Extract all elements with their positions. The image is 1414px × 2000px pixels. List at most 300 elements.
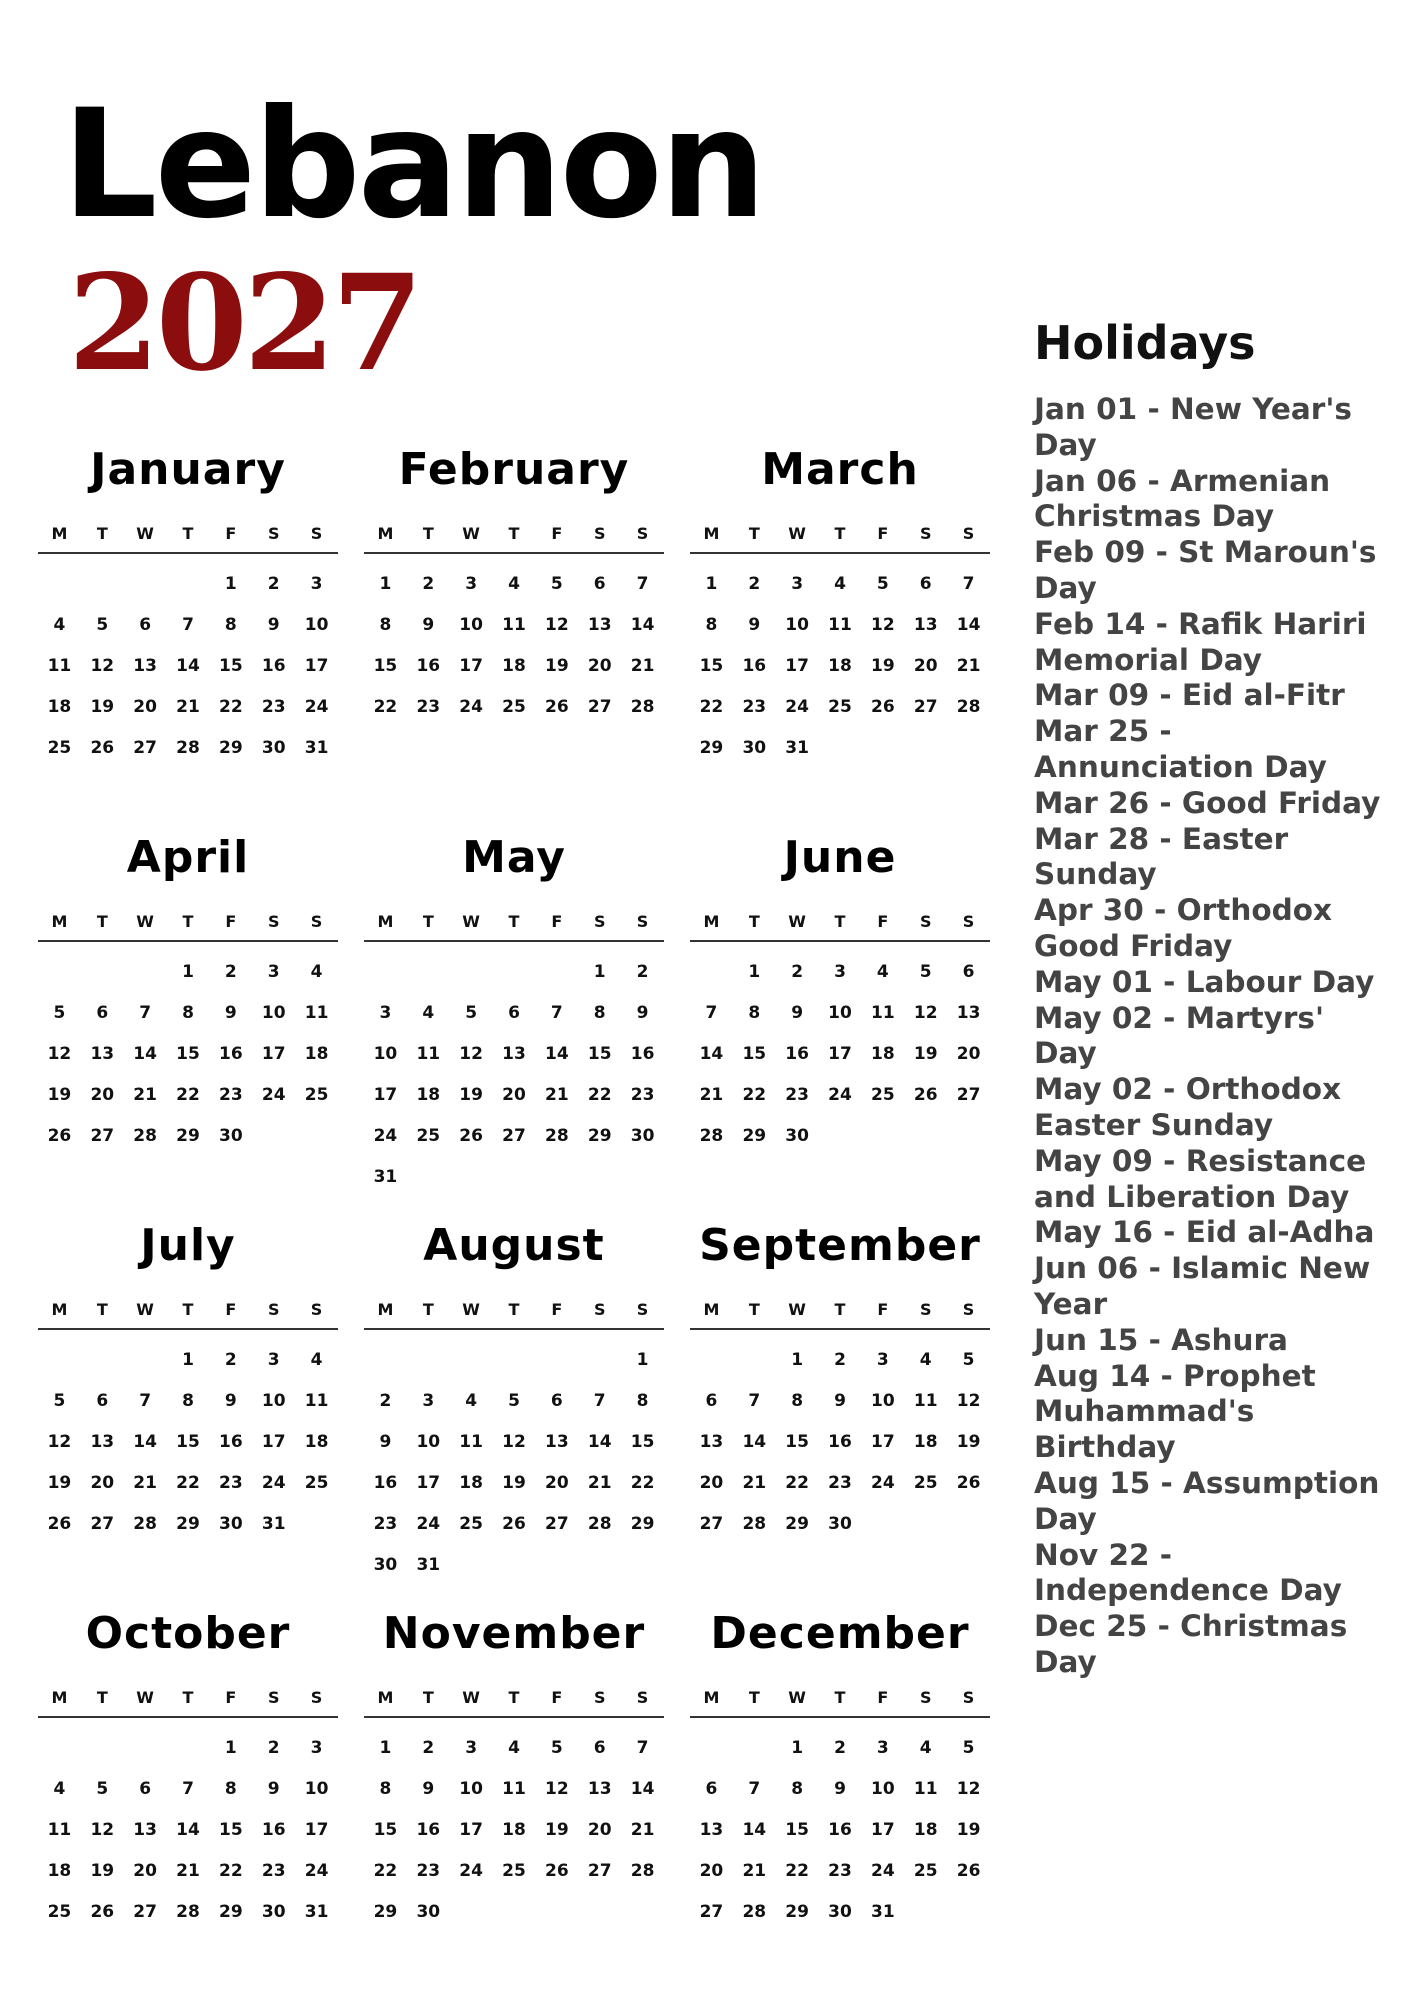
day-cell: 16 — [630, 1044, 655, 1064]
day-cell: 6 — [705, 1779, 718, 1799]
day-cell: 21 — [133, 1473, 157, 1493]
day-cell: 15 — [373, 656, 398, 676]
day-cell: 25 — [913, 1473, 938, 1493]
day-cell: 29 — [176, 1514, 200, 1534]
day-cell: 25 — [47, 738, 72, 758]
empty-cell — [38, 952, 81, 993]
day-cell: 17 — [304, 656, 329, 676]
holiday-item: May 09 - Resistance and Liberation Day — [1034, 1143, 1367, 1214]
empty-cell — [38, 564, 81, 605]
holiday-item: Mar 28 - Easter Sunday — [1034, 821, 1289, 892]
day-cell: 22 — [785, 1473, 809, 1493]
day-cell: 7 — [748, 1779, 761, 1799]
day-cell: 6 — [96, 1003, 109, 1023]
weekday-header — [364, 1680, 664, 1718]
day-cell: 7 — [139, 1391, 152, 1411]
month-name: September — [699, 1220, 981, 1271]
day-cell: 5 — [465, 1003, 478, 1023]
day-cell: 5 — [919, 962, 932, 982]
day-cell: 8 — [705, 615, 718, 635]
day-cell: 18 — [47, 697, 72, 717]
weekday-label: T — [96, 1688, 108, 1707]
weekday-label: S — [919, 1300, 932, 1319]
empty-cell — [364, 952, 407, 993]
empty-cell — [690, 952, 733, 993]
weekday-header — [38, 1680, 338, 1718]
weekday-label: T — [422, 1300, 434, 1319]
day-cell: 23 — [828, 1473, 852, 1493]
weekday-label: S — [919, 912, 932, 931]
holiday-item: May 16 - Eid al-Adha — [1034, 1215, 1375, 1250]
day-cell: 19 — [913, 1044, 938, 1064]
holiday-item: Dec 25 - Christmas Day — [1034, 1609, 1348, 1679]
day-cell: 27 — [133, 1902, 157, 1922]
day-cell: 25 — [47, 1902, 72, 1922]
day-cell: 20 — [699, 1861, 724, 1881]
day-cell: 20 — [90, 1473, 115, 1493]
empty-cell — [407, 952, 450, 993]
weekday-label: W — [136, 1688, 154, 1707]
holiday-item: May 02 - Orthodox Easter Sunday — [1034, 1072, 1342, 1142]
day-cell: 25 — [828, 697, 852, 717]
day-cell: 23 — [373, 1514, 398, 1534]
month-september — [690, 1216, 990, 1604]
empty-cell — [81, 1728, 124, 1769]
day-cell: 29 — [785, 1902, 809, 1922]
day-cell: 12 — [956, 1391, 981, 1411]
day-cell: 14 — [545, 1044, 569, 1064]
day-cell: 7 — [748, 1391, 761, 1411]
day-cell: 3 — [791, 574, 804, 594]
day-cell: 23 — [630, 1085, 655, 1105]
month-march — [690, 440, 990, 828]
month-name: March — [761, 444, 919, 495]
day-cell: 30 — [828, 1514, 852, 1534]
day-cell: 18 — [913, 1432, 938, 1452]
day-cell: 13 — [545, 1432, 569, 1452]
day-cell: 28 — [176, 1902, 200, 1922]
weekday-label: M — [703, 1688, 720, 1707]
month-name: November — [382, 1608, 646, 1659]
day-cell: 15 — [630, 1432, 655, 1452]
month-may — [364, 828, 664, 1216]
empty-cell — [167, 564, 210, 605]
day-cell: 14 — [176, 656, 200, 676]
day-cell: 17 — [459, 656, 483, 676]
day-cell: 18 — [828, 656, 852, 676]
day-cell: 6 — [139, 615, 152, 635]
day-cell: 31 — [785, 738, 809, 758]
weekday-label: S — [267, 1300, 280, 1319]
weekday-label: T — [182, 1688, 194, 1707]
day-cell: 10 — [828, 1003, 852, 1023]
day-cell: 27 — [699, 1514, 724, 1534]
day-cell: 20 — [133, 1861, 157, 1881]
weekday-label: F — [877, 1300, 889, 1319]
day-cell: 27 — [956, 1085, 981, 1105]
empty-cell — [38, 1728, 81, 1769]
day-cell: 22 — [373, 1861, 398, 1881]
day-grid — [38, 942, 338, 1157]
weekday-header — [364, 516, 664, 554]
weekday-label: F — [225, 524, 237, 543]
day-cell: 10 — [785, 615, 809, 635]
day-cell: 9 — [791, 1003, 804, 1023]
month-november — [364, 1604, 664, 1992]
day-cell: 4 — [876, 962, 889, 982]
empty-cell — [81, 1340, 124, 1381]
day-cell: 30 — [742, 738, 767, 758]
day-cell: 29 — [699, 738, 724, 758]
day-cell: 4 — [310, 1350, 323, 1370]
day-cell: 20 — [699, 1473, 724, 1493]
day-cell: 18 — [871, 1044, 895, 1064]
day-cell: 8 — [791, 1779, 804, 1799]
month-name: October — [85, 1608, 291, 1659]
day-cell: 13 — [502, 1044, 526, 1064]
day-cell: 31 — [304, 1902, 329, 1922]
day-cell: 7 — [705, 1003, 718, 1023]
day-cell: 11 — [47, 656, 72, 676]
empty-cell — [407, 1340, 450, 1381]
weekday-label: S — [962, 1300, 975, 1319]
day-cell: 1 — [379, 1738, 392, 1758]
weekday-label: T — [834, 524, 846, 543]
weekday-label: S — [593, 1300, 606, 1319]
day-cell: 17 — [416, 1473, 441, 1493]
day-cell: 21 — [176, 1861, 200, 1881]
month-august — [364, 1216, 664, 1604]
day-cell: 19 — [459, 1085, 483, 1105]
day-cell: 13 — [956, 1003, 981, 1023]
weekday-label: T — [96, 912, 108, 931]
day-cell: 10 — [373, 1044, 398, 1064]
day-cell: 1 — [791, 1350, 804, 1370]
day-cell: 20 — [956, 1044, 981, 1064]
weekday-header — [690, 1680, 990, 1718]
weekday-label: S — [919, 1688, 932, 1707]
day-cell: 14 — [587, 1432, 612, 1452]
day-cell: 4 — [919, 1738, 932, 1758]
day-cell: 23 — [742, 697, 767, 717]
day-cell: 14 — [176, 1820, 200, 1840]
day-cell: 10 — [871, 1391, 895, 1411]
holiday-item: Mar 26 - Good Friday — [1034, 785, 1381, 820]
weekday-header — [38, 516, 338, 554]
day-cell: 27 — [90, 1126, 115, 1146]
day-cell: 22 — [176, 1473, 200, 1493]
empty-cell — [690, 1340, 733, 1381]
day-cell: 24 — [459, 697, 483, 717]
day-cell: 31 — [304, 738, 329, 758]
day-cell: 27 — [913, 697, 938, 717]
weekday-label: S — [962, 912, 975, 931]
weekday-header — [38, 1292, 338, 1330]
day-cell: 6 — [96, 1391, 109, 1411]
day-cell: 6 — [593, 574, 606, 594]
month-name: August — [423, 1220, 605, 1271]
day-cell: 3 — [876, 1738, 889, 1758]
weekday-label: M — [703, 912, 720, 931]
day-cell: 20 — [587, 656, 612, 676]
day-cell: 1 — [705, 574, 718, 594]
day-cell: 5 — [96, 615, 109, 635]
day-cell: 22 — [219, 1861, 243, 1881]
day-cell: 29 — [219, 738, 243, 758]
day-cell: 16 — [373, 1473, 398, 1493]
day-cell: 28 — [545, 1126, 569, 1146]
day-cell: 12 — [47, 1432, 72, 1452]
day-cell: 13 — [133, 1820, 157, 1840]
weekday-label: S — [310, 1300, 323, 1319]
day-cell: 12 — [871, 615, 895, 635]
day-cell: 31 — [871, 1902, 895, 1922]
day-cell: 17 — [459, 1820, 483, 1840]
day-cell: 19 — [47, 1473, 72, 1493]
day-grid — [364, 554, 664, 728]
day-cell: 2 — [224, 962, 237, 982]
empty-cell — [733, 1340, 776, 1381]
weekday-label: M — [51, 1688, 68, 1707]
day-cell: 3 — [379, 1003, 392, 1023]
weekday-header — [38, 904, 338, 942]
day-cell: 10 — [304, 1779, 329, 1799]
weekday-label: S — [310, 912, 323, 931]
day-cell: 3 — [310, 1738, 323, 1758]
day-cell: 19 — [871, 656, 895, 676]
month-name: December — [710, 1608, 970, 1659]
holiday-item: May 01 - Labour Day — [1034, 964, 1375, 999]
weekday-label: S — [593, 1688, 606, 1707]
day-cell: 9 — [748, 615, 761, 635]
month-name: February — [398, 444, 630, 495]
day-cell: 18 — [47, 1861, 72, 1881]
day-cell: 22 — [219, 697, 243, 717]
day-cell: 29 — [742, 1126, 767, 1146]
day-cell: 16 — [416, 1820, 441, 1840]
weekday-label: T — [96, 1300, 108, 1319]
empty-cell — [535, 1340, 578, 1381]
day-cell: 9 — [379, 1432, 392, 1452]
day-cell: 28 — [956, 697, 981, 717]
holiday-item: Jun 06 - Islamic New Year — [1034, 1251, 1371, 1321]
day-cell: 26 — [956, 1861, 981, 1881]
day-cell: 9 — [636, 1003, 649, 1023]
day-cell: 13 — [587, 1779, 612, 1799]
day-cell: 5 — [550, 1738, 563, 1758]
day-cell: 15 — [699, 656, 724, 676]
day-cell: 16 — [785, 1044, 809, 1064]
day-cell: 27 — [587, 697, 612, 717]
weekday-label: W — [462, 1688, 480, 1707]
day-cell: 19 — [90, 1861, 115, 1881]
day-cell: 3 — [267, 962, 280, 982]
day-cell: 10 — [304, 615, 329, 635]
day-cell: 15 — [785, 1820, 809, 1840]
empty-cell — [690, 1728, 733, 1769]
holiday-item: Jan 06 - Armenian Christmas Day — [1034, 463, 1331, 534]
day-cell: 21 — [630, 656, 655, 676]
day-cell: 16 — [742, 656, 767, 676]
weekday-label: T — [748, 1300, 760, 1319]
weekday-label: T — [508, 524, 520, 543]
day-cell: 1 — [224, 1738, 237, 1758]
day-cell: 11 — [47, 1820, 72, 1840]
empty-cell — [450, 1340, 493, 1381]
day-cell: 4 — [834, 574, 846, 594]
weekday-label: S — [593, 524, 606, 543]
day-cell: 24 — [871, 1473, 895, 1493]
day-cell: 21 — [630, 1820, 655, 1840]
day-cell: 9 — [267, 615, 280, 635]
month-name: July — [140, 1220, 236, 1271]
day-cell: 18 — [459, 1473, 483, 1493]
day-cell: 14 — [630, 1779, 655, 1799]
day-cell: 22 — [176, 1085, 200, 1105]
month-june — [690, 828, 990, 1216]
day-cell: 2 — [422, 574, 435, 594]
day-cell: 26 — [459, 1126, 483, 1146]
day-cell: 23 — [785, 1085, 809, 1105]
day-cell: 12 — [545, 615, 569, 635]
day-cell: 15 — [219, 1820, 243, 1840]
day-cell: 16 — [828, 1432, 852, 1452]
year-heading: 2027 — [68, 246, 420, 401]
day-cell: 29 — [373, 1902, 398, 1922]
weekday-label: F — [551, 1688, 563, 1707]
day-grid — [38, 1718, 338, 1933]
weekday-label: S — [636, 1688, 649, 1707]
day-cell: 12 — [913, 1003, 938, 1023]
day-cell: 8 — [791, 1391, 804, 1411]
day-cell: 20 — [133, 697, 157, 717]
day-cell: 15 — [176, 1432, 200, 1452]
day-cell: 19 — [545, 656, 569, 676]
weekday-label: W — [788, 524, 806, 543]
day-cell: 22 — [373, 697, 398, 717]
day-cell: 10 — [416, 1432, 441, 1452]
weekday-label: F — [551, 524, 563, 543]
day-cell: 11 — [913, 1779, 938, 1799]
day-cell: 12 — [90, 656, 115, 676]
day-cell: 28 — [630, 1861, 655, 1881]
day-cell: 5 — [96, 1779, 109, 1799]
day-cell: 8 — [224, 1779, 237, 1799]
day-cell: 9 — [224, 1391, 237, 1411]
day-cell: 17 — [785, 656, 809, 676]
weekday-label: W — [462, 912, 480, 931]
day-cell: 27 — [90, 1514, 115, 1534]
day-grid — [38, 1330, 338, 1545]
day-cell: 26 — [913, 1085, 938, 1105]
day-cell: 20 — [545, 1473, 569, 1493]
day-cell: 12 — [90, 1820, 115, 1840]
day-cell: 4 — [508, 1738, 520, 1758]
day-cell: 21 — [587, 1473, 612, 1493]
day-cell: 29 — [176, 1126, 200, 1146]
month-name: January — [90, 444, 286, 495]
day-cell: 27 — [502, 1126, 526, 1146]
weekday-header — [364, 904, 664, 942]
day-cell: 15 — [219, 656, 243, 676]
day-cell: 3 — [422, 1391, 435, 1411]
empty-cell — [733, 1728, 776, 1769]
day-grid — [364, 1718, 664, 1933]
day-cell: 9 — [267, 1779, 280, 1799]
day-cell: 11 — [502, 615, 526, 635]
weekday-label: T — [182, 1300, 194, 1319]
day-cell: 3 — [465, 574, 478, 594]
weekday-label: M — [703, 524, 720, 543]
empty-cell — [81, 952, 124, 993]
day-cell: 26 — [90, 1902, 115, 1922]
weekday-label: M — [377, 1300, 394, 1319]
day-cell: 29 — [630, 1514, 655, 1534]
day-cell: 26 — [47, 1126, 72, 1146]
day-cell: 14 — [742, 1820, 767, 1840]
day-cell: 16 — [219, 1432, 243, 1452]
day-cell: 21 — [956, 656, 981, 676]
day-cell: 21 — [133, 1085, 157, 1105]
day-cell: 30 — [261, 1902, 286, 1922]
day-cell: 22 — [742, 1085, 767, 1105]
day-cell: 23 — [828, 1861, 852, 1881]
day-cell: 22 — [587, 1085, 612, 1105]
day-cell: 28 — [742, 1902, 767, 1922]
day-cell: 8 — [224, 615, 237, 635]
weekday-label: T — [834, 1688, 846, 1707]
day-cell: 20 — [90, 1085, 115, 1105]
day-cell: 18 — [304, 1044, 329, 1064]
day-cell: 9 — [224, 1003, 237, 1023]
day-cell: 8 — [593, 1003, 606, 1023]
day-cell: 31 — [261, 1514, 286, 1534]
day-cell: 14 — [742, 1432, 767, 1452]
day-cell: 5 — [508, 1391, 520, 1411]
holiday-item: Jan 01 - New Year's Day — [1034, 392, 1352, 462]
day-cell: 13 — [90, 1432, 115, 1452]
day-cell: 21 — [545, 1085, 569, 1105]
weekday-label: W — [788, 912, 806, 931]
day-cell: 28 — [133, 1126, 157, 1146]
day-cell: 17 — [828, 1044, 852, 1064]
weekday-label: F — [225, 912, 237, 931]
day-cell: 25 — [304, 1085, 329, 1105]
day-cell: 23 — [416, 697, 441, 717]
day-cell: 7 — [182, 1779, 194, 1799]
empty-cell — [578, 1340, 621, 1381]
day-grid — [690, 1330, 990, 1545]
weekday-label: W — [462, 1300, 480, 1319]
empty-cell — [38, 1340, 81, 1381]
weekday-label: T — [834, 1300, 846, 1319]
holiday-item: Aug 14 - Prophet Muhammad's Birthday — [1034, 1358, 1316, 1465]
weekday-label: S — [267, 912, 280, 931]
day-cell: 4 — [310, 962, 323, 982]
weekday-header — [364, 1292, 664, 1330]
weekday-label: W — [462, 524, 480, 543]
day-cell: 19 — [545, 1820, 569, 1840]
day-cell: 25 — [304, 1473, 329, 1493]
day-cell: 25 — [502, 697, 526, 717]
holiday-item: Apr 30 - Orthodox Good Friday — [1034, 893, 1333, 963]
weekday-label: W — [788, 1688, 806, 1707]
day-cell: 4 — [53, 615, 66, 635]
day-grid — [690, 942, 990, 1157]
day-cell: 30 — [373, 1555, 398, 1575]
day-cell: 3 — [310, 574, 323, 594]
day-cell: 14 — [699, 1044, 724, 1064]
